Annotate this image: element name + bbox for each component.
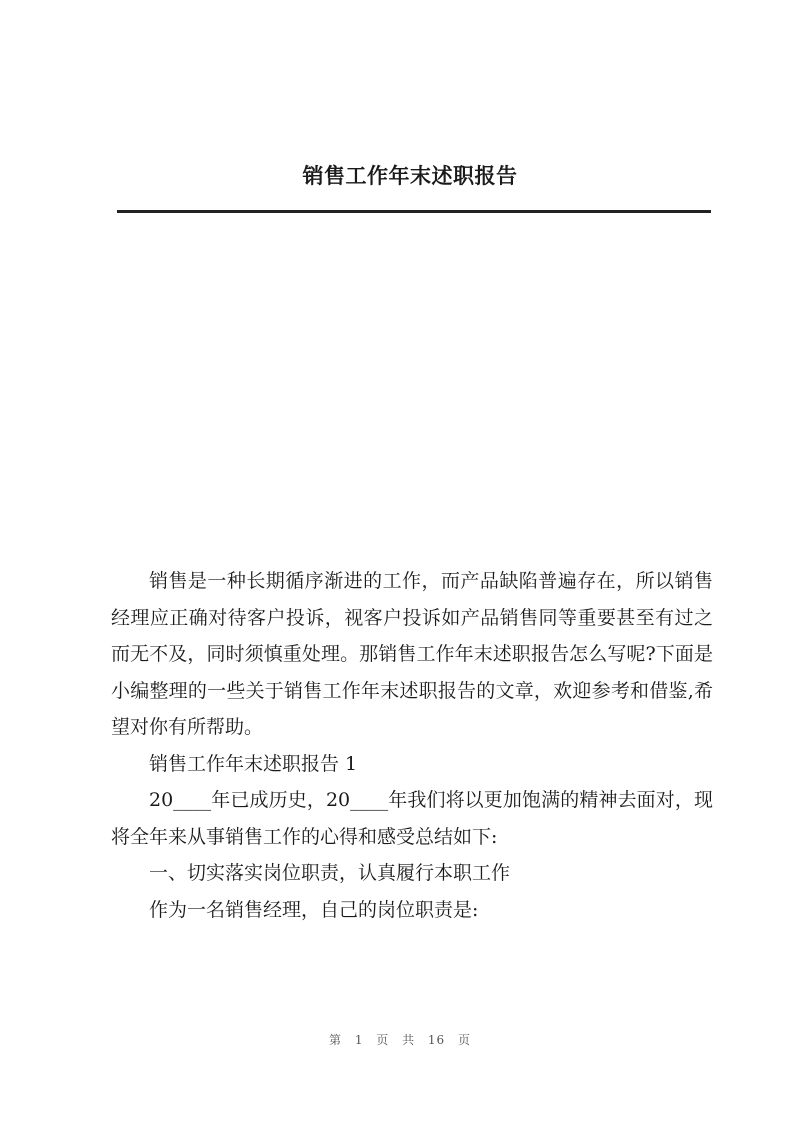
subsection-heading: 一、切实落实岗位职责，认真履行本职工作 <box>149 862 511 884</box>
document-title: 销售工作年末述职报告 <box>302 163 518 188</box>
document-body <box>111 563 713 928</box>
body-paragraph: 作为一名销售经理，自己的岗位职责是: <box>149 898 479 921</box>
intro-paragraph: 销售是一种长期循序渐进的工作，而产品缺陷普遍存在，所以销售经理应正确对待客户投诉，视客户投诉如产品销售同等重要甚至有过之而无不及，同时须慎重处理。那销售工作年末述职报告怎么写呢?下面是小编整理的一些关于销售工作年末述职报告的文章，欢迎参考和借鉴,希望对你有所帮助。 <box>111 570 713 738</box>
body-paragraph: 20____年已成历史，20____年我们将以更加饱满的精神去面对，现将全年来从事销售工作的心得和感受总结如下: <box>111 789 713 848</box>
page-number-footer: 第 1 页 共 16 页 <box>329 1033 471 1047</box>
title-divider <box>117 210 711 213</box>
section-heading: 销售工作年末述职报告 1 <box>149 752 358 775</box>
